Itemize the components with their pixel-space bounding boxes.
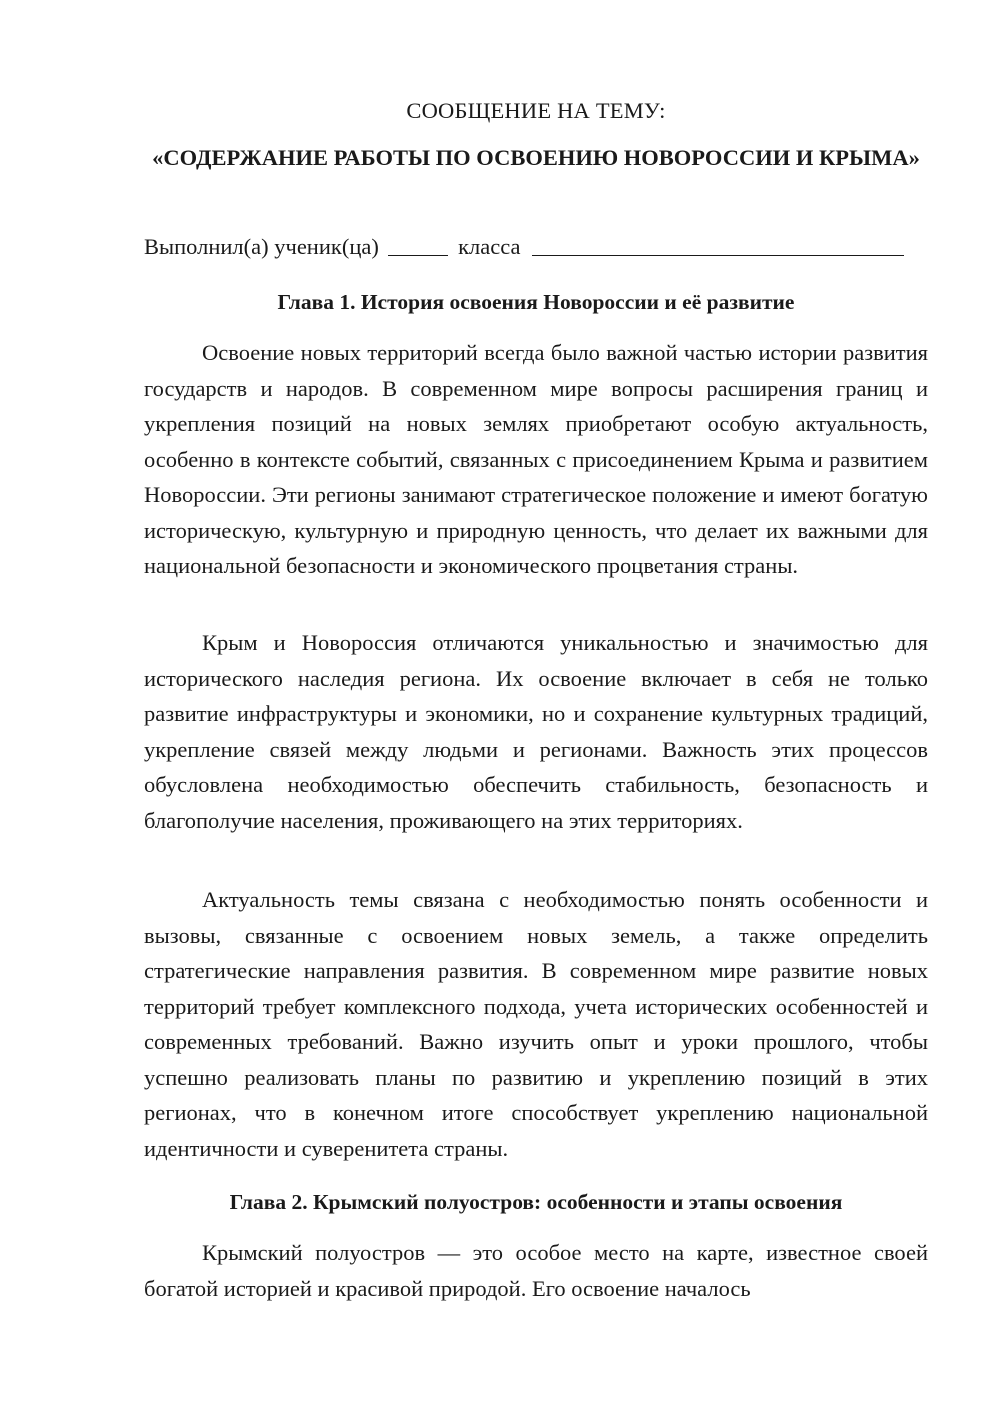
performed-by-label: Выполнил(а) ученик(ца) xyxy=(144,234,379,259)
chapter-1-paragraph-3: Актуальность темы связана с необходимостью понять особенности и вызовы, связанные с освоением новых земель, а также определить стратегические направления развития. В современном мире развитие новых территорий требует комплексного подхода, учета исторических особенностей и современных требований. Важно изучить опыт и уроки прошлого, чтобы успешно реализовать планы по развитию и укреплению позиций в этих регионах, что в конечном итоге способствует укреплению национальной идентичности и суверенитета страны. xyxy=(144,887,928,1161)
chapter-1-heading: Глава 1. История освоения Новороссии и её развитие xyxy=(277,290,795,314)
grade-label: класса xyxy=(458,234,521,259)
chapter-2-paragraph-1: Крымский полуостров — это особое место на карте, известное своей богатой историей и красивой природой. Его освоение началось xyxy=(144,1240,928,1301)
name-blank xyxy=(532,233,904,256)
grade-blank xyxy=(388,233,448,256)
document-kind: СООБЩЕНИЕ НА ТЕМУ: xyxy=(406,98,666,123)
author-line xyxy=(144,229,928,265)
document-title: «СОДЕРЖАНИЕ РАБОТЫ ПО ОСВОЕНИЮ НОВОРОССИИ И КРЫМА» xyxy=(152,145,920,170)
chapter-1-paragraph-1: Освоение новых территорий всегда было важной частью истории развития государств и народов. В современном мире вопросы расширения границ и укрепления позиций на новых землях приобретают особую актуальность, особенно в контексте событий, связанных с присоединением Крыма и развитием Новороссии. Эти регионы занимают стратегическое положение и имеют богатую историческую, культурную и природную ценность, что делает их важными для национальной безопасности и экономического процветания страны. xyxy=(144,340,928,578)
chapter-2-heading: Глава 2. Крымский полуостров: особенности и этапы освоения xyxy=(229,1190,843,1214)
chapter-1-paragraph-2: Крым и Новороссия отличаются уникальностью и значимостью для исторического наследия региона. Их освоение включает в себя не только развитие инфраструктуры и экономики, но и сохранение культурных традиций, укрепление связей между людьми и регионами. Важность этих процессов обусловлена необходимостью обеспечить стабильность, безопасность и благополучие населения, проживающего на этих территориях. xyxy=(144,630,928,833)
